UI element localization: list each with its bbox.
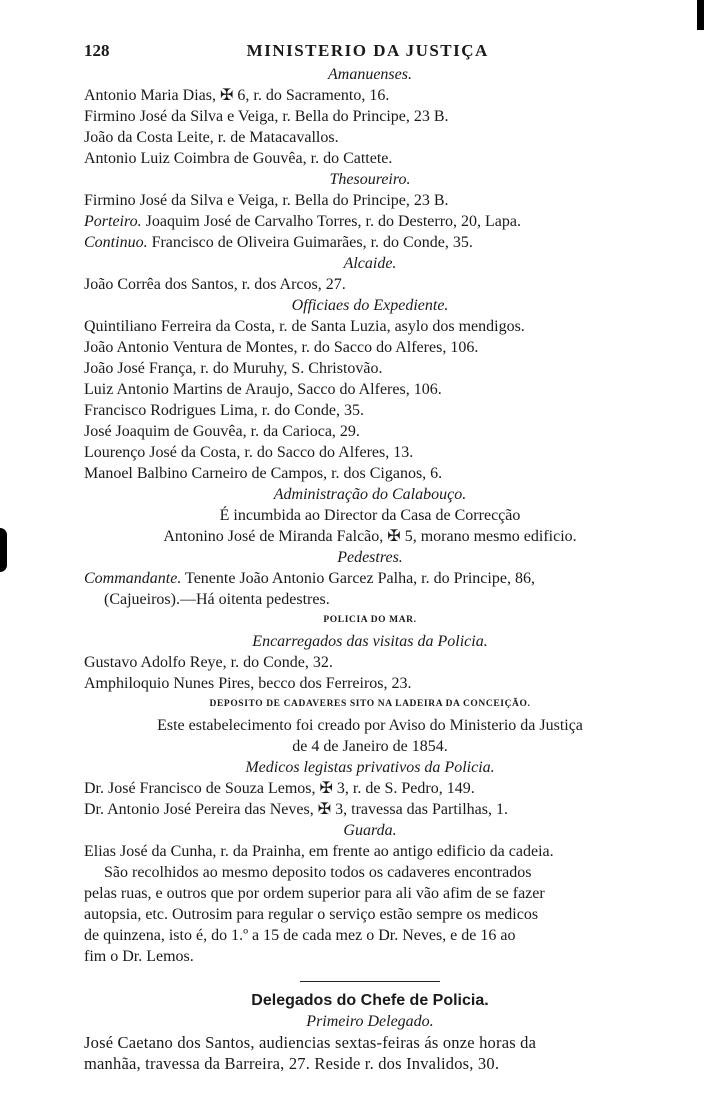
section-heading: Officiaes do Expediente.	[291, 297, 449, 314]
section-heading-caps: DEPOSITO DE CADAVERES SITO NA LADEIRA DA CONCEIÇÃO.	[209, 699, 531, 709]
entry-line: (Cajueiros).—Há oitenta pedestres.	[104, 591, 330, 608]
entry-line: pelas ruas, e outros que por ordem superior para ali vão afim de se fazer	[84, 885, 545, 902]
entry-line: de quinzena, isto é, do 1.º a 15 de cada mez o Dr. Neves, e de 16 ao	[84, 927, 516, 944]
section-heading: Medicos legistas privativos da Policia.	[245, 759, 495, 776]
entry-line: Antonino José de Miranda Falcão, ✠ 5, morano mesmo edificio.	[163, 528, 577, 545]
entry-line: Quintiliano Ferreira da Costa, r. de Santa Luzia, asylo dos mendigos.	[84, 318, 525, 335]
entry-line	[84, 568, 656, 589]
entry-line: Gustavo Adolfo Reye, r. do Conde, 32.	[84, 654, 333, 671]
entry-line: Antonio Luiz Coimbra de Gouvêa, r. do Cattete.	[84, 150, 393, 167]
section-heading: Administração do Calabouço.	[273, 486, 467, 503]
page-edge-mark	[697, 0, 704, 30]
section-divider	[300, 981, 440, 982]
role-label: Porteiro.	[84, 213, 142, 230]
entry-line: João Corrêa dos Santos, r. dos Arcos, 27.	[84, 276, 346, 293]
section-heading: Pedestres.	[337, 549, 403, 566]
section-heading: Encarregados das visitas da Policia.	[252, 633, 488, 650]
section-body-line: manhãa, travessa da Barreira, 27. Reside r. dos Invalidos, 30.	[84, 1054, 500, 1073]
entry-line: Luiz Antonio Martins de Araujo, Sacco do Alferes, 106.	[84, 381, 442, 398]
role-label: Continuo.	[84, 234, 148, 251]
role-label: Commandante.	[84, 570, 182, 587]
entry-line: Lourenço José da Costa, r. do Sacco do Alferes, 13.	[84, 444, 414, 461]
section-body-line: José Caetano dos Santos, audiencias sextas-feiras ás onze horas da	[84, 1033, 537, 1052]
entry-line: Firmino José da Silva e Veiga, r. Bella do Principe, 23 B.	[84, 108, 449, 125]
page-header	[84, 38, 656, 64]
section-heading: Guarda.	[343, 822, 397, 839]
page-edge-mark	[0, 528, 7, 572]
directory-body	[84, 64, 656, 967]
entry-line: São recolhidos ao mesmo deposito todos os cadaveres encontrados	[104, 864, 532, 881]
entry-line	[84, 211, 656, 232]
entry-line: Manoel Balbino Carneiro de Campos, r. dos Ciganos, 6.	[84, 465, 443, 482]
section-subtitle: Primeiro Delegado.	[306, 1013, 434, 1030]
entry-line: Dr. Antonio José Pereira das Neves, ✠ 3, travessa das Partilhas, 1.	[84, 801, 508, 818]
document-page	[84, 38, 656, 1074]
section-title: Delegados do Chefe de Policia.	[251, 992, 489, 1009]
entry-line: de 4 de Janeiro de 1854.	[292, 738, 448, 755]
entry-line: autopsia, etc. Outrosim para regular o serviço estão sempre os medicos	[84, 906, 539, 923]
entry-line	[84, 232, 656, 253]
page-number: 128	[84, 41, 110, 60]
entry-line: João José França, r. do Muruhy, S. Christovão.	[84, 360, 383, 377]
entry-line: Antonio Maria Dias, ✠ 6, r. do Sacramento, 16.	[84, 87, 390, 104]
entry-line: João Antonio Ventura de Montes, r. do Sacco do Alferes, 106.	[84, 339, 479, 356]
entry-line: José Joaquim de Gouvêa, r. da Carioca, 29.	[84, 423, 360, 440]
entry-line: fim o Dr. Lemos.	[84, 948, 194, 965]
section-heading-caps: POLICIA DO MAR.	[323, 615, 417, 625]
entry-text: Tenente João Antonio Garcez Palha, r. do Principe, 86,	[181, 570, 535, 587]
page-title: MINISTERIO DA JUSTIÇA	[246, 41, 489, 60]
entry-line: Este estabelecimento foi creado por Aviso do Ministerio da Justiça	[157, 717, 583, 734]
entry-line: João da Costa Leite, r. de Matacavallos.	[84, 129, 339, 146]
entry-text: Joaquim José de Carvalho Torres, r. do Desterro, 20, Lapa.	[141, 213, 522, 230]
entry-text: Francisco de Oliveira Guimarães, r. do Conde, 35.	[147, 234, 473, 251]
entry-line: Amphiloquio Nunes Pires, becco dos Ferreiros, 23.	[84, 675, 412, 692]
entry-line: É incumbida ao Director da Casa de Correcção	[219, 507, 521, 524]
section-heading: Alcaide.	[343, 255, 397, 272]
section-heading: Amanuenses.	[328, 66, 412, 83]
entry-line: Elias José da Cunha, r. da Prainha, em frente ao antigo edificio da cadeia.	[84, 843, 554, 860]
section-heading: Thesoureiro.	[329, 171, 411, 188]
entry-line: Firmino José da Silva e Veiga, r. Bella do Principe, 23 B.	[84, 192, 449, 209]
entry-line: Francisco Rodrigues Lima, r. do Conde, 35.	[84, 402, 364, 419]
entry-line: Dr. José Francisco de Souza Lemos, ✠ 3, r. de S. Pedro, 149.	[84, 780, 475, 797]
